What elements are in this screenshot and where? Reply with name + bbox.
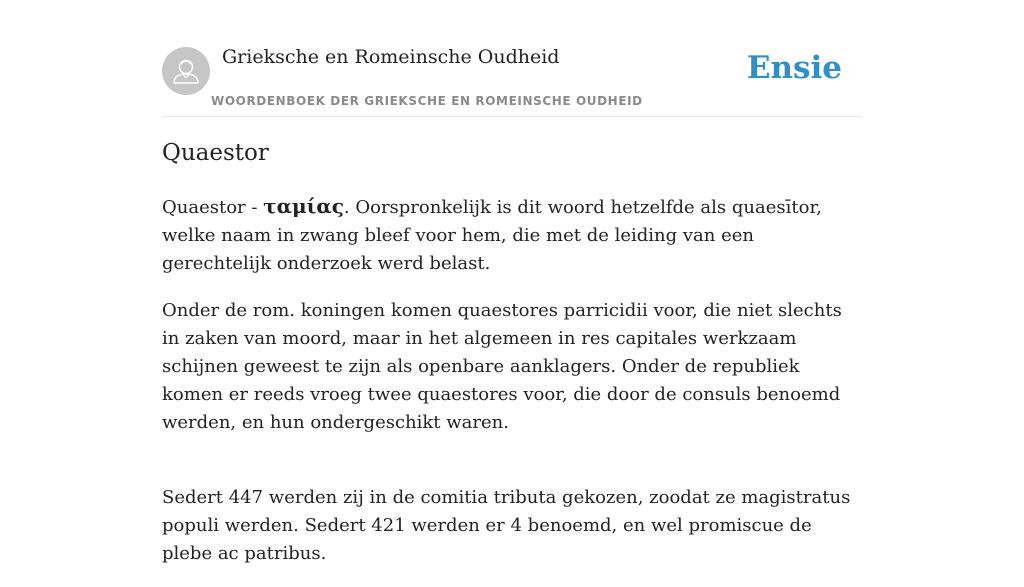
entry-body [162,192,862,587]
paragraph-1-lead: Quaestor - [162,197,264,218]
paragraph-spacer [162,456,862,484]
paragraph-3: Sedert 447 werden zij in de comitia tributa gekozen, zoodat ze magistratus populi werden. Sedert 421 werden er 4 benoemd, en wel promiscue de plebe ac patribus. [162,487,851,564]
source-subtitle: WOORDENBOEK DER GRIEKSCHE EN ROMEINSCHE OUDHEID [211,94,643,108]
paragraph-2: Onder de rom. koningen komen quaestores parricidii voor, die niet slechts in zaken van moord, maar in het algemeen in res capitales werkzaam schijnen geweest te zijn als openbare aanklagers. Onder de republiek komen er reeds vroeg twee quaestores voor, die door de consuls benoemd werden, en hun ondergeschikt waren. [162,300,842,433]
paragraph-1-rest: . Oorspronkelijk is dit woord hetzelfde als quaesītor, welke naam in zwang bleef voor hem, die met de leiding van een gerechtelijk onderzoek werd belast. [162,197,822,274]
ensie-logo-link[interactable]: Ensie [746,50,842,86]
page-container [162,0,862,564]
source-title[interactable]: Grieksche en Romeinsche Oudheid [222,46,560,68]
header [162,0,862,117]
user-icon [162,47,210,95]
paragraph-1 [162,192,862,278]
entry-title: Quaestor [162,140,269,166]
greek-term: ταμίας [263,194,344,218]
